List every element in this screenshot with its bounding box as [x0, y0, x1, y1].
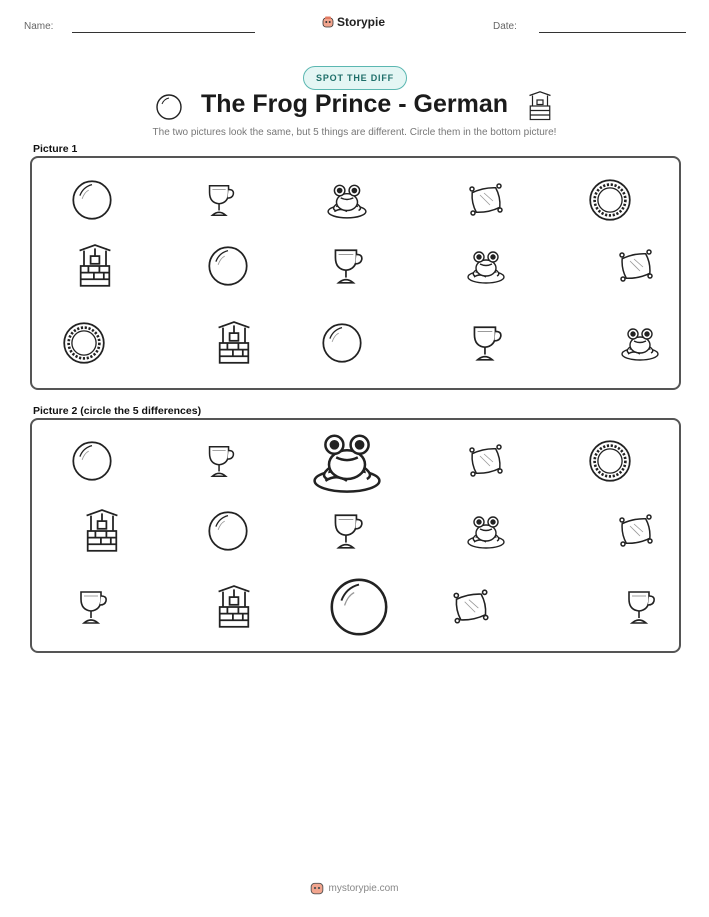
well-icon [73, 244, 117, 288]
page-title: The Frog Prince - German [200, 90, 508, 118]
frog-on-lilypad-icon [620, 323, 660, 363]
name-line[interactable] [72, 32, 255, 33]
instructions: The two pictures look the same, but 5 things are different. Circle them in the bottom picture! [152, 127, 557, 138]
ball-icon [70, 178, 114, 222]
picture-1-label: Picture 1 [33, 143, 78, 155]
pillow-icon[interactable] [616, 511, 656, 551]
footer [0, 881, 709, 895]
spot-the-diff-badge: SPOT THE DIFF [303, 66, 407, 90]
frog-on-lilypad-icon[interactable] [311, 425, 383, 497]
ball-icon [206, 244, 250, 288]
well-icon[interactable] [212, 585, 256, 629]
date-line[interactable] [539, 32, 686, 33]
ball-icon[interactable] [206, 509, 250, 553]
goblet-icon[interactable] [201, 442, 239, 480]
plate-icon[interactable] [588, 439, 632, 483]
pillow-icon[interactable] [450, 586, 492, 628]
date-label: Date: [493, 21, 517, 32]
brand-logo [322, 15, 385, 29]
ball-icon[interactable] [327, 575, 391, 639]
footer-url: mystorypie.com [328, 882, 399, 894]
goblet-icon[interactable] [326, 510, 368, 552]
plate-icon [588, 178, 632, 222]
goblet-icon [465, 322, 507, 364]
frog-on-lilypad-icon [466, 246, 506, 286]
ball-icon [320, 321, 364, 365]
frog-on-lilypad-icon[interactable] [466, 511, 506, 551]
name-label: Name: [24, 21, 54, 32]
well-icon [212, 321, 256, 365]
goblet-icon [326, 245, 368, 287]
pillow-icon [466, 180, 506, 220]
storypie-logo-icon [322, 16, 334, 28]
storypie-footer-logo-icon [310, 881, 324, 895]
pillow-icon[interactable] [466, 441, 506, 481]
well-icon[interactable] [80, 509, 124, 553]
goblet-icon[interactable] [72, 587, 112, 627]
picture-2-label: Picture 2 (circle the 5 differences) [33, 405, 202, 417]
goblet-icon[interactable] [620, 587, 660, 627]
title-well-icon [525, 91, 555, 121]
goblet-icon [201, 181, 239, 219]
plate-icon [62, 321, 106, 365]
brand-name: Storypie [337, 15, 386, 29]
pillow-icon [616, 246, 656, 286]
frog-on-lilypad-icon [326, 179, 368, 221]
ball-icon[interactable] [70, 439, 114, 483]
